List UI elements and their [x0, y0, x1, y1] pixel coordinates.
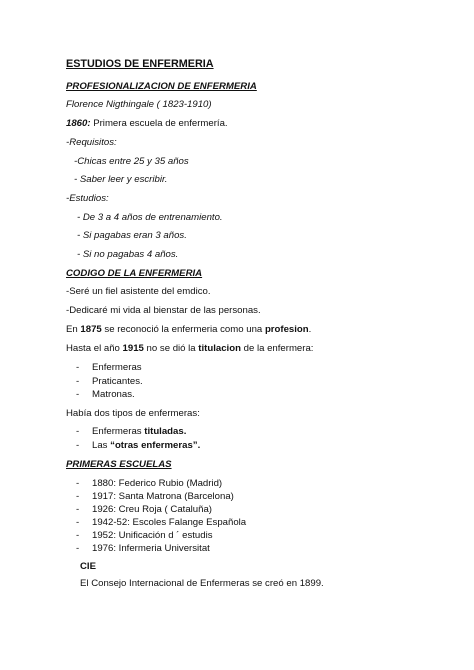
- bold-tituladas: tituladas.: [144, 426, 187, 437]
- estudio-3: - Si no pagabas 4 años.: [77, 249, 179, 260]
- text-span: Enfermeras: [92, 426, 145, 437]
- bullet-marker: -: [76, 504, 80, 515]
- cie-text: El Consejo Internacional de Enfermeras se creó en 1899.: [80, 578, 324, 589]
- list-item: Enfermeras: [92, 362, 142, 373]
- text-span: se reconoció la enfermeria como una: [101, 324, 265, 335]
- text-span: de la enfermera:: [240, 343, 314, 354]
- year-1860: 1860:: [66, 118, 91, 129]
- heading-codigo: CODIGO DE LA ENFERMERIA: [66, 268, 203, 279]
- bullet-marker: -: [76, 389, 80, 400]
- list-item: 1917: Santa Matrona (Barcelona): [92, 491, 234, 502]
- bullet-marker: -: [76, 543, 80, 554]
- list-item: 1952: Unificación d ´ estudis: [92, 530, 213, 541]
- year-1875: 1875: [80, 324, 102, 335]
- list-item: 1926: Creu Roja ( Cataluña): [92, 504, 212, 515]
- codigo-line-3: [66, 324, 311, 336]
- codigo-line-1: -Seré un fiel asistente del emdico.: [66, 286, 211, 297]
- tipos-line: Había dos tipos de enfermeras:: [66, 408, 200, 419]
- bullet-marker: -: [76, 440, 80, 451]
- estudios-label: -Estudios:: [66, 193, 109, 204]
- list-item: Matronas.: [92, 389, 135, 400]
- estudio-2: - Si pagabas eran 3 años.: [77, 230, 187, 241]
- bullet-marker: -: [76, 376, 80, 387]
- bullet-marker: -: [76, 491, 80, 502]
- list-item: 1976: Infermeria Universitat: [92, 543, 210, 554]
- codigo-line-2: -Dedicaré mi vida al bienstar de las personas.: [66, 305, 261, 316]
- bold-profesion: profesion: [264, 324, 309, 335]
- text-span: no se dió la: [143, 343, 199, 354]
- bullet-marker: -: [76, 362, 80, 373]
- bold-titulacion: titulacion: [198, 343, 241, 354]
- list-item: [92, 440, 200, 452]
- requisitos-label: -Requisitos:: [66, 137, 117, 148]
- codigo-line-4: [66, 343, 313, 355]
- year-1860-line: [66, 118, 228, 130]
- list-item: 1942-52: Escoles Falange Española: [92, 517, 247, 528]
- list-item: [92, 426, 186, 438]
- heading-profesionalizacion: PROFESIONALIZACION DE ENFERMERIA: [66, 81, 257, 92]
- text-span: Hasta el año: [66, 343, 123, 354]
- requisito-1: -Chicas entre 25 y 35 años: [74, 156, 189, 167]
- bullet-marker: -: [76, 530, 80, 541]
- bullet-marker: -: [76, 517, 80, 528]
- estudio-1: - De 3 a 4 años de entrenamiento.: [77, 212, 223, 223]
- list-item: 1880: Federico Rubio (Madrid): [92, 478, 223, 489]
- text-span: .: [308, 324, 312, 335]
- bullet-marker: -: [76, 426, 80, 437]
- heading-cie: CIE: [80, 561, 96, 572]
- bullet-marker: -: [76, 478, 80, 489]
- year-1860-text: Primera escuela de enfermería.: [90, 118, 228, 129]
- bold-otras: “otras enfermeras”.: [110, 440, 201, 451]
- list-item: Praticantes.: [92, 376, 143, 387]
- year-1915: 1915: [122, 343, 144, 354]
- requisito-2: - Saber leer y escribir.: [74, 174, 168, 185]
- heading-primeras-escuelas: PRIMERAS ESCUELAS: [66, 459, 172, 470]
- text-span: En: [66, 324, 81, 335]
- page-title: ESTUDIOS DE ENFERMERIA: [66, 58, 214, 70]
- text-span: Las: [92, 440, 111, 451]
- person-line: Florence Nigthingale ( 1823-1910): [66, 99, 212, 110]
